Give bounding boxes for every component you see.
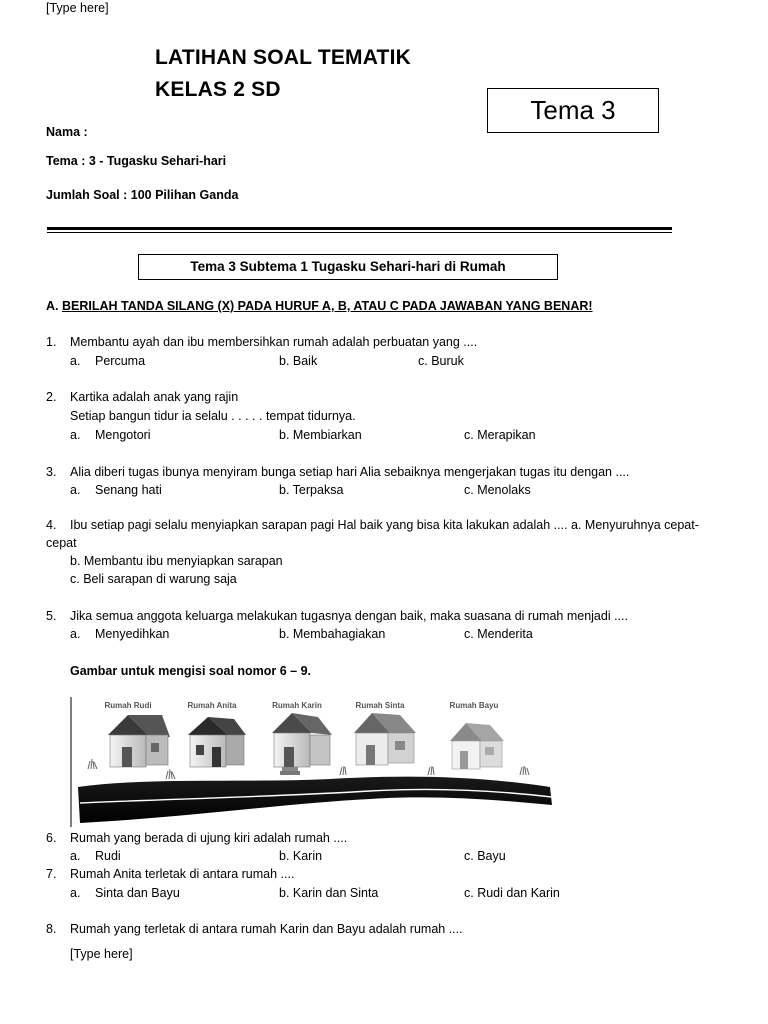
q2-number: 2. [46,390,57,404]
q7-option-b: b. Karin dan Sinta [279,886,379,900]
q7-number: 7. [46,867,57,881]
q8-text: Rumah yang terletak di antara rumah Karin dan Bayu adalah rumah .... [70,922,463,936]
subtema-box: Tema 3 Subtema 1 Tugasku Sehari-hari di Rumah [138,254,558,280]
q1-number: 1. [46,335,57,349]
q6-option-c: c. Bayu [464,849,506,863]
q3-option-b: b. Terpaksa [279,483,344,497]
q3-option-a: Senang hati [95,483,162,497]
q2-letter-a: a. [70,428,81,442]
q4-option-c: c. Beli sarapan di warung saja [70,572,237,586]
q8-number: 8. [46,922,57,936]
title-line-1: LATIHAN SOAL TEMATIK [155,46,411,69]
q2-option-c: c. Merapikan [464,428,536,442]
header-placeholder: [Type here] [46,1,109,15]
q7-letter-a: a. [70,886,81,900]
q7-text: Rumah Anita terletak di antara rumah .... [70,867,295,881]
q1-option-b: b. Baik [279,354,318,368]
q7-option-c: c. Rudi dan Karin [464,886,560,900]
house-sinta [354,713,416,765]
q4-number: 4. [46,518,57,532]
house-rudi [108,715,170,767]
house-anita [188,717,246,767]
q5-text: Jika semua anggota keluarga melakukan tugasnya dengan baik, maka suasana di rumah menjadi .... [70,609,628,623]
q5-number: 5. [46,609,57,623]
house-label-anita: Rumah Anita [187,701,237,710]
q3-text: Alia diberi tugas ibunya menyiram bunga setiap hari Alia sebaiknya mengerjakan tugas itu dengan .... [70,465,630,479]
q1-option-a: Percuma [95,354,146,368]
house-bayu [450,723,504,769]
house-label-sinta: Rumah Sinta [355,701,405,710]
house-label-bayu: Rumah Bayu [449,701,499,710]
q2-text: Kartika adalah anak yang rajin [70,390,239,404]
divider-thin [47,232,672,233]
q4-text-2: cepat [46,536,77,550]
q1-text: Membantu ayah dan ibu membersihkan rumah adalah perbuatan yang .... [70,335,478,349]
q1-option-c: c. Buruk [418,354,464,368]
q6-option-b: b. Karin [279,849,323,863]
q4-text: Ibu setiap pagi selalu menyiapkan sarapan pagi Hal baik yang bisa kita lakukan adalah .... a. Menyuruhnya cepat- [70,518,699,532]
q6-letter-a: a. [70,849,81,863]
q2-text-2: Setiap bangun tidur ia selalu . . . . . tempat tidurnya. [70,409,356,423]
footer-placeholder: [Type here] [70,947,133,961]
info-nama: Nama : [46,125,88,139]
instruction [46,299,593,313]
divider-thick [47,227,672,230]
q6-option-a: Rudi [95,849,121,863]
instruction-prefix: A. [46,299,62,313]
picture-caption: Gambar untuk mengisi soal nomor 6 – 9. [70,664,312,678]
q3-option-c: c. Menolaks [464,483,531,497]
q1-letter-a: a. [70,354,81,368]
house-karin [272,713,332,775]
house-label-rudi: Rumah Rudi [104,701,152,710]
q5-option-b: b. Membahagiakan [279,627,386,641]
q3-letter-a: a. [70,483,81,497]
q3-number: 3. [46,465,57,479]
q2-option-b: b. Membiarkan [279,428,362,442]
info-tema: Tema : 3 - Tugasku Sehari-hari [46,154,227,168]
instruction-text: BERILAH TANDA SILANG (X) PADA HURUF A, B, ATAU C PADA JAWABAN YANG BENAR! [61,299,593,313]
q5-letter-a: a. [70,627,81,641]
q6-number: 6. [46,831,57,845]
q7-option-a: Sinta dan Bayu [95,886,180,900]
tema-box: Tema 3 [487,88,659,133]
house-label-karin: Rumah Karin [272,701,322,710]
q2-option-a: Mengotori [95,428,151,442]
q5-option-c: c. Menderita [464,627,533,641]
title-line-2: KELAS 2 SD [155,78,281,101]
q6-text: Rumah yang berada di ujung kiri adalah rumah .... [70,831,348,845]
houses-illustration [70,695,552,829]
q4-option-b: b. Membantu ibu menyiapkan sarapan [70,554,283,568]
q5-option-a: Menyedihkan [95,627,170,641]
info-jumlah-soal: Jumlah Soal : 100 Pilihan Ganda [46,188,239,202]
